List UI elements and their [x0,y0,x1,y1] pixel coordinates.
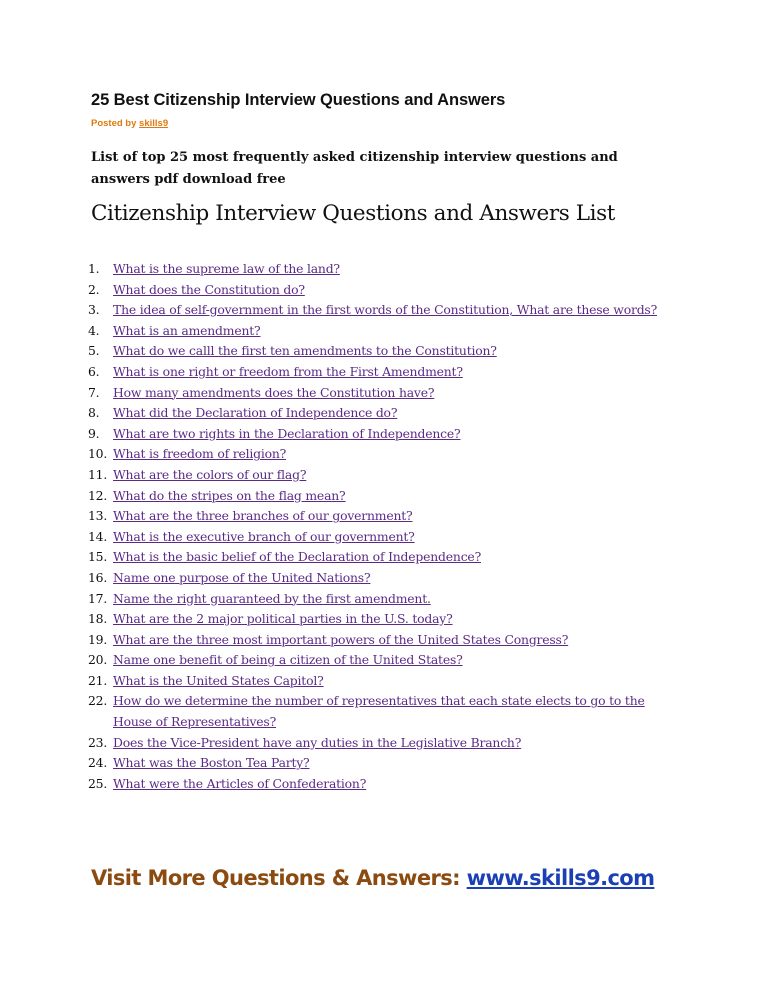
list-item [88,259,678,280]
question-number: 6. [88,363,100,379]
question-number: 18. [88,611,108,627]
question-link[interactable]: What are the three branches of our government? [113,508,413,524]
footer-promo [91,866,654,890]
document-title: 25 Best Citizenship Interview Questions and Answers [91,91,506,109]
question-link[interactable]: What is the supreme law of the land? [113,261,340,276]
footer-label: Visit More Questions & Answers: [91,866,467,890]
list-item [88,547,678,568]
byline [91,118,168,129]
question-link[interactable]: What do we calll the first ten amendments to the Constitution? [113,343,497,359]
list-item [88,691,678,732]
question-link[interactable]: How do we determine the number of representatives that each state elects to go to the House of Representatives? [113,693,645,730]
list-item [88,568,678,589]
footer-site-link[interactable]: www.skills9.com [466,866,655,890]
list-item [88,650,678,671]
question-number: 3. [88,302,100,318]
question-link[interactable]: What was the Boston Tea Party? [113,755,310,771]
list-item [88,506,678,527]
question-link[interactable]: Name the right guaranteed by the first amendment. [113,590,431,606]
question-number: 13. [88,508,108,524]
list-item [88,383,678,404]
question-number: 25. [88,775,108,791]
list-item [88,733,678,754]
question-link[interactable]: What is an amendment? [113,322,261,338]
byline-author-link[interactable]: skills9 [139,118,169,129]
question-link[interactable]: What do the stripes on the flag mean? [113,487,346,503]
list-item [88,341,678,362]
question-link[interactable]: What is freedom of religion? [113,446,287,462]
intro-text: List of top 25 most frequently asked citizenship interview questions and answers pdf download free [91,150,618,187]
question-number: 10. [88,446,108,462]
list-item [88,486,678,507]
question-link[interactable]: What were the Articles of Confederation? [113,775,367,791]
list-item [88,774,678,795]
question-link[interactable]: What are the 2 major political parties in the U.S. today? [113,611,453,627]
list-item [88,609,678,630]
question-number: 7. [88,384,100,400]
question-link[interactable]: What is the basic belief of the Declaration of Independence? [113,549,482,565]
question-link[interactable]: What are the three most important powers of the United States Congress? [113,631,569,647]
list-item [88,403,678,424]
question-number: 9. [88,425,100,441]
question-number: 16. [88,569,108,585]
question-link[interactable]: What did the Declaration of Independence do? [113,405,398,421]
byline-prefix: Posted by [91,118,140,129]
list-item [88,753,678,774]
question-number: 14. [88,528,108,544]
question-link[interactable]: What are two rights in the Declaration of Independence? [113,425,461,441]
list-item [88,630,678,651]
list-heading: Citizenship Interview Questions and Answers List [91,201,616,226]
list-item [88,424,678,445]
question-number: 17. [88,590,108,606]
question-number: 20. [88,652,108,668]
question-number: 11. [88,466,108,482]
question-link[interactable]: Name one benefit of being a citizen of the United States? [113,652,463,668]
list-item [88,362,678,383]
list-item [88,300,678,321]
question-link[interactable]: The idea of self-government in the first words of the Constitution, What are these words? [113,302,658,318]
question-link[interactable]: How many amendments does the Constitution have? [113,384,435,400]
question-number: 15. [88,549,108,565]
question-number: 19. [88,631,108,647]
question-link[interactable]: What are the colors of our flag? [113,466,307,482]
question-link[interactable]: What is the United States Capitol? [113,672,324,688]
question-number: 23. [88,734,108,750]
list-item [88,527,678,548]
list-item [88,671,678,692]
list-item [88,589,678,610]
question-link[interactable]: Does the Vice-President have any duties in the Legislative Branch? [113,734,522,750]
question-link[interactable]: Name one purpose of the United Nations? [113,569,371,585]
list-item [88,280,678,301]
question-number: 8. [88,405,100,421]
question-number: 12. [88,487,108,503]
question-number: 21. [88,672,108,688]
question-number: 24. [88,755,108,771]
question-number: 22. [88,693,108,709]
list-item [88,444,678,465]
question-link[interactable]: What does the Constitution do? [113,281,305,297]
question-number: 5. [88,343,100,359]
list-item [88,465,678,486]
list-item [88,321,678,342]
question-number: 1. [88,261,100,276]
question-link[interactable]: What is one right or freedom from the First Amendment? [113,363,463,379]
question-link[interactable]: What is the executive branch of our government? [113,528,415,544]
question-number: 4. [88,322,100,338]
question-number: 2. [88,281,100,297]
question-list [88,259,678,794]
